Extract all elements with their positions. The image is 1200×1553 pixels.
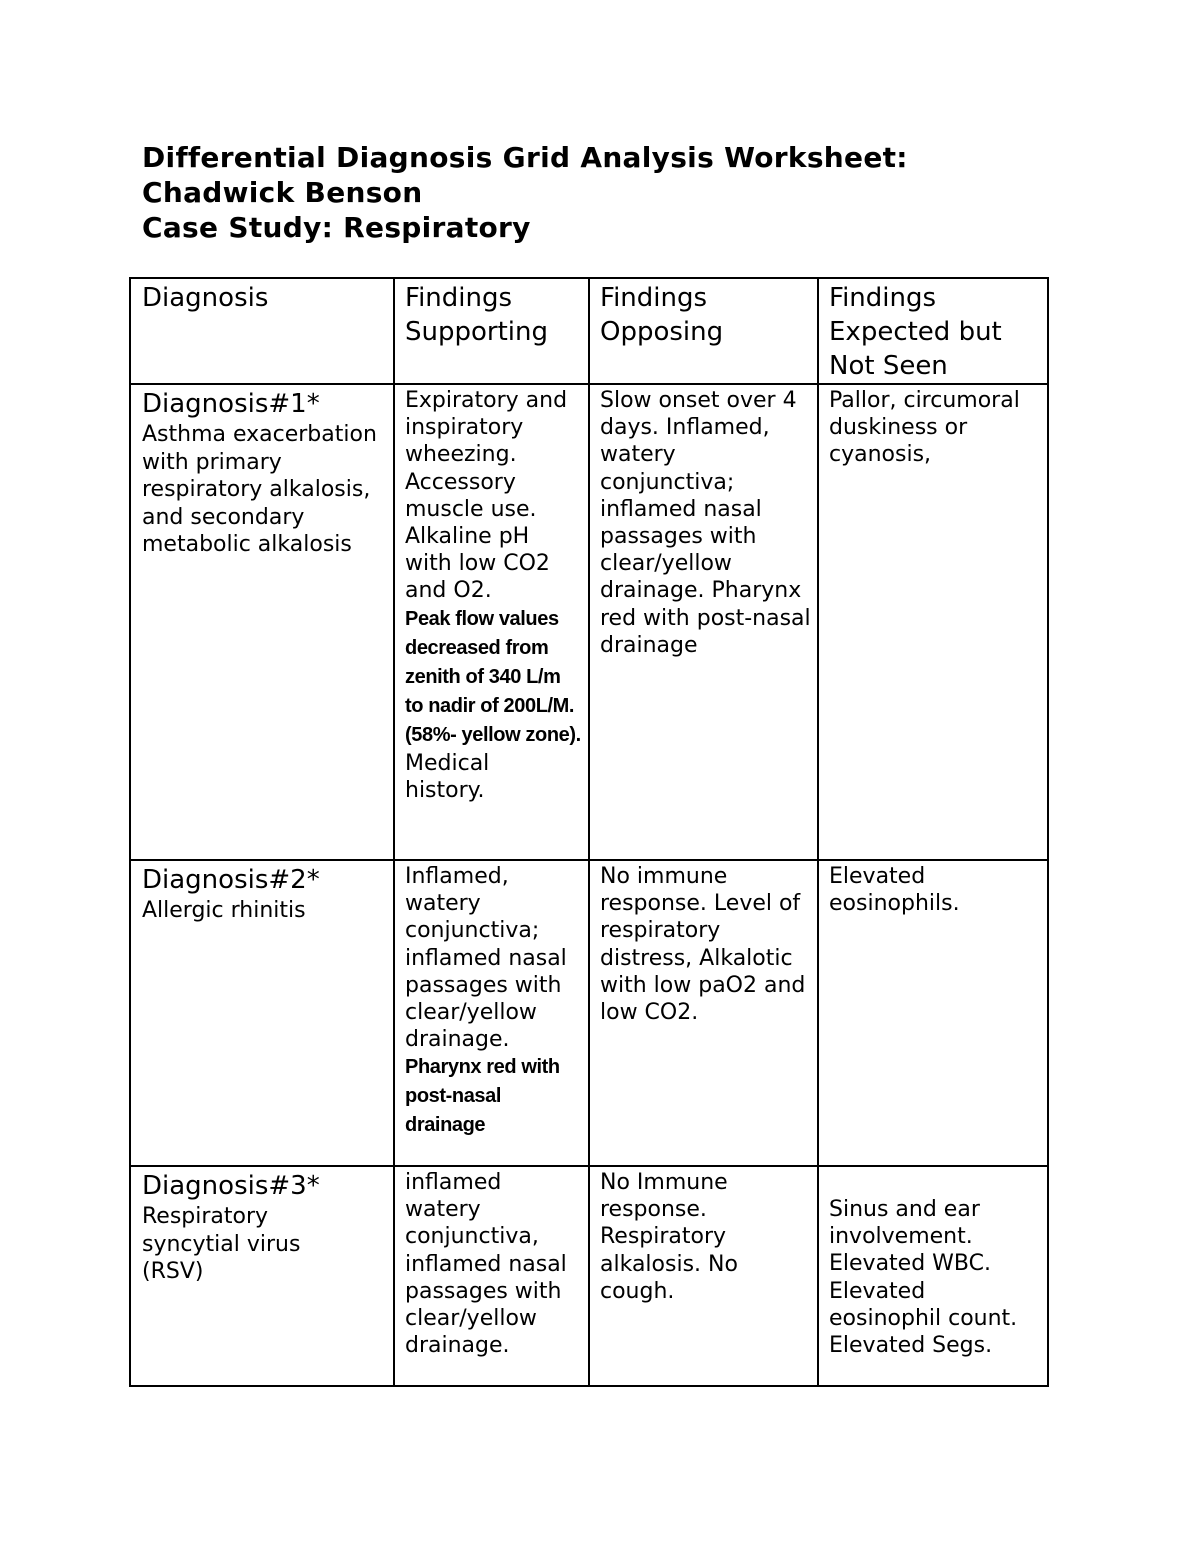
diagnosis-cell xyxy=(130,384,394,860)
diagnosis-label: Diagnosis#3* xyxy=(142,1171,320,1201)
expected-findings: Elevated eosinophils. xyxy=(829,864,960,917)
diagnosis-name: Allergic rhinitis xyxy=(142,898,306,923)
opposing-cell xyxy=(589,860,818,1166)
diagnosis-name: Asthma exacerbation with primary respiratory alkalosis, and secondary metabolic alkalosis xyxy=(142,422,377,557)
title-line: Differential Diagnosis Grid Analysis Worksheet: xyxy=(142,141,908,174)
spacer xyxy=(829,1169,1043,1196)
pharynx-note: Pharynx red with post-nasal drainage xyxy=(405,1056,560,1137)
header-cell-diagnosis: Diagnosis xyxy=(130,278,394,384)
supporting-findings: Inflamed, watery conjunctiva; inflamed nasal passages with clear/yellow drainage. xyxy=(405,864,567,1053)
supporting-cell xyxy=(394,384,589,860)
table-row xyxy=(130,860,1048,1166)
supporting-cell xyxy=(394,860,589,1166)
opposing-findings: Slow onset over 4 days. Inflamed, watery conjunctiva; inflamed nasal passages with clear/yellow drainage. Pharynx red with post-nasal drainage xyxy=(600,388,811,658)
diagnosis-cell xyxy=(130,1166,394,1386)
header-cell-supporting: Findings Supporting xyxy=(394,278,589,384)
diagnosis-cell xyxy=(130,860,394,1166)
author-line: Chadwick Benson xyxy=(142,176,423,209)
diagnosis-label: Diagnosis#1* xyxy=(142,389,320,419)
opposing-cell xyxy=(589,384,818,860)
table-row xyxy=(130,1166,1048,1386)
expected-cell xyxy=(818,860,1048,1166)
supporting-findings: inflamed watery conjunctiva, inflamed nasal passages with clear/yellow drainage. xyxy=(405,1170,567,1359)
table-header-row xyxy=(130,278,1048,384)
expected-findings: Pallor, circumoral duskiness or cyanosis, xyxy=(829,388,1020,468)
expected-cell xyxy=(818,1166,1048,1386)
diagnosis-name: Respiratory syncytial virus (RSV) xyxy=(142,1204,301,1284)
opposing-findings: No immune response. Level of respiratory distress, Alkalotic with low paO2 and low CO2. xyxy=(600,864,806,1026)
diagnosis-label: Diagnosis#2* xyxy=(142,865,320,895)
opposing-cell xyxy=(589,1166,818,1386)
header-cell-opposing: Findings Opposing xyxy=(589,278,818,384)
opposing-findings: No Immune response. Respiratory alkalosis. No cough. xyxy=(600,1170,738,1304)
expected-findings: Sinus and ear involvement. Elevated WBC. Elevated eosinophil count. Elevated Segs. xyxy=(829,1197,1018,1359)
supporting-cell xyxy=(394,1166,589,1386)
header-cell-expected: Findings Expected but Not Seen xyxy=(818,278,1048,384)
peak-flow-note: Peak flow values decreased from zenith of 340 L/m to nadir of 200L/M. (58%- yellow zone). xyxy=(405,607,581,746)
supporting-history: Medical history. xyxy=(405,750,490,803)
differential-diagnosis-table xyxy=(129,277,1049,1387)
table-row xyxy=(130,384,1048,860)
supporting-findings: Expiratory and inspiratory wheezing. Accessory muscle use. Alkaline pH with low CO2 and O2. xyxy=(405,388,568,604)
expected-cell xyxy=(818,384,1048,860)
case-study-line: Case Study: Respiratory xyxy=(142,211,531,244)
document-title xyxy=(142,140,908,245)
